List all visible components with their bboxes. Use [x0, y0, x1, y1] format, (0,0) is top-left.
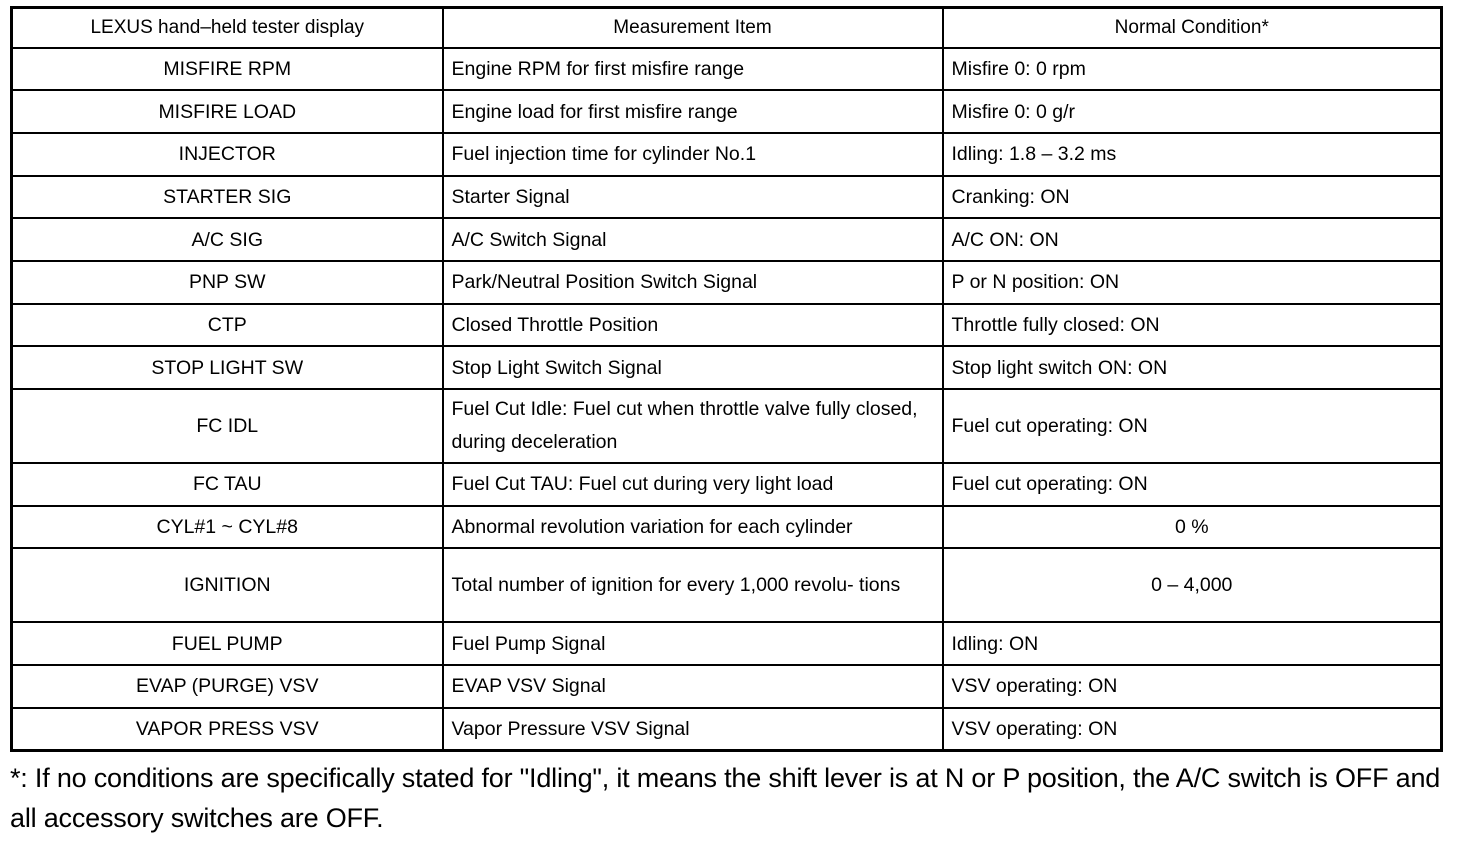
- item-cell: Total number of ignition for every 1,000 revolu- tions: [443, 548, 943, 622]
- condition-cell: Idling: ON: [943, 622, 1442, 665]
- condition-cell: Throttle fully closed: ON: [943, 304, 1442, 347]
- table-row: [12, 346, 1442, 389]
- item-cell: Fuel Cut TAU: Fuel cut during very light load: [443, 463, 943, 506]
- condition-cell: Idling: 1.8 – 3.2 ms: [943, 133, 1442, 176]
- table-row: [12, 304, 1442, 347]
- display-cell: IGNITION: [12, 548, 443, 622]
- display-cell: FC TAU: [12, 463, 443, 506]
- table-row: [12, 176, 1442, 219]
- item-cell: EVAP VSV Signal: [443, 665, 943, 708]
- item-cell: Fuel Cut Idle: Fuel cut when throttle valve fully closed, during deceleration: [443, 389, 943, 463]
- item-cell: Starter Signal: [443, 176, 943, 219]
- item-cell: Fuel Pump Signal: [443, 622, 943, 665]
- table-row: [12, 548, 1442, 622]
- item-cell: Park/Neutral Position Switch Signal: [443, 261, 943, 304]
- header-tester-display: LEXUS hand–held tester display: [12, 8, 443, 48]
- display-cell: PNP SW: [12, 261, 443, 304]
- table-row: [12, 622, 1442, 665]
- display-cell: MISFIRE RPM: [12, 48, 443, 91]
- display-cell: STOP LIGHT SW: [12, 346, 443, 389]
- condition-cell: Fuel cut operating: ON: [943, 463, 1442, 506]
- display-cell: CTP: [12, 304, 443, 347]
- table-row: [12, 708, 1442, 751]
- item-cell: Vapor Pressure VSV Signal: [443, 708, 943, 751]
- condition-cell: 0 %: [943, 506, 1442, 549]
- table-row: [12, 506, 1442, 549]
- item-cell: Closed Throttle Position: [443, 304, 943, 347]
- display-cell: INJECTOR: [12, 133, 443, 176]
- condition-cell: A/C ON: ON: [943, 218, 1442, 261]
- display-cell: CYL#1 ~ CYL#8: [12, 506, 443, 549]
- table-row: [12, 48, 1442, 91]
- table-header-row: [12, 8, 1442, 48]
- display-cell: FUEL PUMP: [12, 622, 443, 665]
- display-cell: EVAP (PURGE) VSV: [12, 665, 443, 708]
- header-measurement-item: Measurement Item: [443, 8, 943, 48]
- tester-display-table: [10, 6, 1443, 752]
- table-row: [12, 389, 1442, 463]
- item-cell: Stop Light Switch Signal: [443, 346, 943, 389]
- document-sheet: [10, 6, 1440, 838]
- table-row: [12, 90, 1442, 133]
- condition-cell: Fuel cut operating: ON: [943, 389, 1442, 463]
- item-cell: Fuel injection time for cylinder No.1: [443, 133, 943, 176]
- condition-cell: Stop light switch ON: ON: [943, 346, 1442, 389]
- table-row: [12, 261, 1442, 304]
- display-cell: FC IDL: [12, 389, 443, 463]
- condition-cell: VSV operating: ON: [943, 708, 1442, 751]
- footnote: *: If no conditions are specifically stated for "Idling", it means the shift lever is at N or P position, the A/C switch is OFF and all accessory switches are OFF.: [10, 762, 1441, 833]
- table-row: [12, 665, 1442, 708]
- condition-cell: Cranking: ON: [943, 176, 1442, 219]
- display-cell: MISFIRE LOAD: [12, 90, 443, 133]
- display-cell: VAPOR PRESS VSV: [12, 708, 443, 751]
- table-row: [12, 463, 1442, 506]
- display-cell: A/C SIG: [12, 218, 443, 261]
- table-row: [12, 133, 1442, 176]
- condition-cell: VSV operating: ON: [943, 665, 1442, 708]
- item-cell: Engine load for first misfire range: [443, 90, 943, 133]
- condition-cell: Misfire 0: 0 g/r: [943, 90, 1442, 133]
- condition-cell: P or N position: ON: [943, 261, 1442, 304]
- item-cell: Abnormal revolution variation for each cylinder: [443, 506, 943, 549]
- condition-cell: 0 – 4,000: [943, 548, 1442, 622]
- item-cell: A/C Switch Signal: [443, 218, 943, 261]
- item-cell: Engine RPM for first misfire range: [443, 48, 943, 91]
- condition-cell: Misfire 0: 0 rpm: [943, 48, 1442, 91]
- header-normal-condition: Normal Condition*: [943, 8, 1442, 48]
- table-row: [12, 218, 1442, 261]
- display-cell: STARTER SIG: [12, 176, 443, 219]
